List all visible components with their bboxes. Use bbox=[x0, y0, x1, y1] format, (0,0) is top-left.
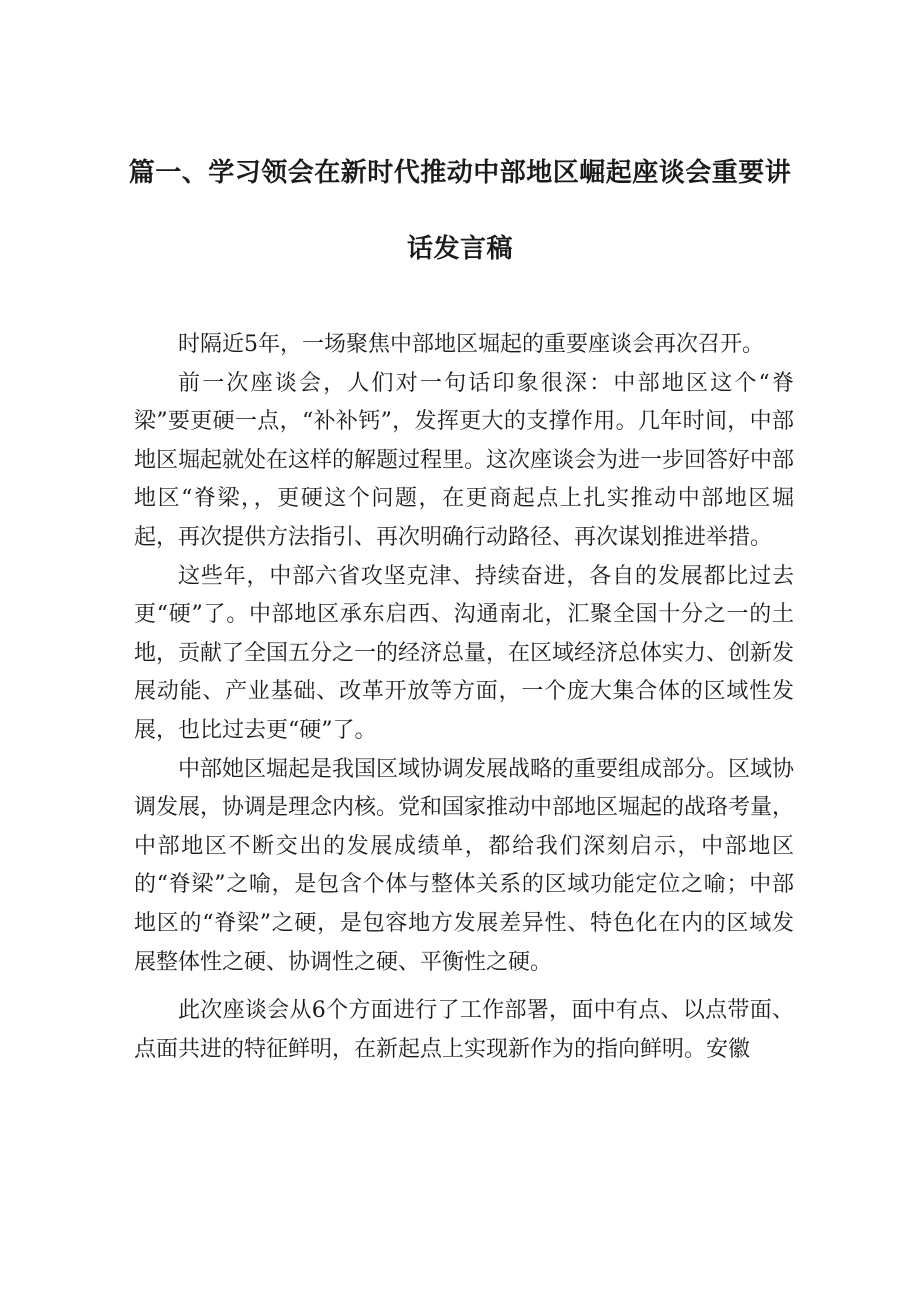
paragraph-3: 这些年，中部六省攻坚克津、持续奋进，各自的发展都比过去更“硬”了。中部地区承东启西、沟通南北，汇聚全国十分之一的土地，贡献了全国五分之一的经济总量，在区域经济总体实力、创新发展动能、产业基础、改革开放等方面，一个庞大集合体的区域性发展，也比过去更“硬”了。 bbox=[134, 563, 795, 743]
paragraph-1: 时隔近5年，一场聚焦中部地区堀起的重要座谈会再次召开。 bbox=[178, 332, 764, 357]
document-title-line-1: 篇一、学习领会在新时代推动中部地区崛起座谈会重要讲 bbox=[128, 158, 792, 188]
paragraph-5: 此次座谈会从6个方面进行了工作部署，面中有点、以点带面、点面共进的特征鲜明，在新起点上实现新作为的指向鲜明。安徽 bbox=[134, 998, 794, 1062]
paragraph-2: 前一次座谈会，人们对一句话印象很深：中部地区这个“脊梁”要更硬一点，“补补钙”，发挥更大的支撑作用。几年时间，中部地区堀起就处在这样的解题过程里。这次座谈会为进一步回答好中部地区“脊梁，，更硬这个问题，在更商起点上扎实推动中部地区堀起，再次提供方法指引、再次明确行动路径、再次谋划推进举措。 bbox=[134, 370, 795, 550]
document-body bbox=[134, 326, 794, 1069]
document-title-line-2: 话发言稿 bbox=[406, 234, 513, 264]
paragraph-4: 中部她区堀起是我国区域协调发展战略的重要组成部分。区域协调发展，协调是理念内核。党和国家推动中部地区堀起的战珞考量，中部地区不断交出的发展成绩单，都给我们深刻启示，中部地区的“脊梁”之喻，是包含个体与整体关系的区域功能定位之喻；中部地区的“脊梁”之硬，是包容地方发展差异性、特色化在内的区域发展整体性之硬、协调性之硬、平衡性之硬。 bbox=[134, 756, 795, 975]
